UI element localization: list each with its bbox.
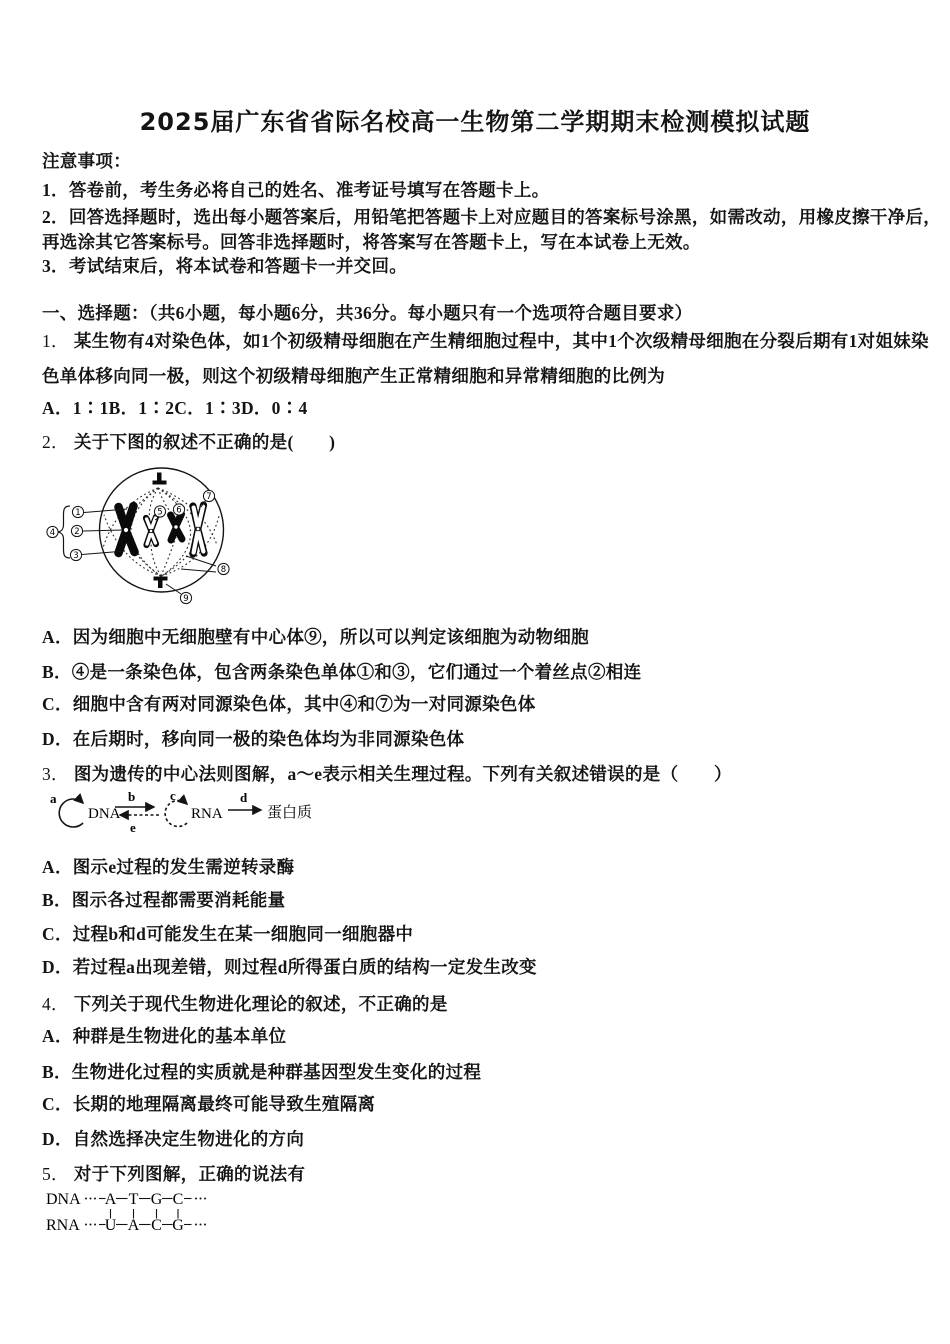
question-4-option-d: D．自然选择决定生物进化的方向 [42,1129,305,1149]
question-2-number: 2． [42,432,69,452]
svg-text:3: 3 [73,551,79,561]
question-1-text: 某生物有4对染色体，如1个初级精母细胞在产生精细胞过程中，其中1个次级精母细胞在分裂后期有1对姐妹染 [73,331,929,351]
circled-number-7 [203,490,214,502]
question-4-option-b: B．生物进化过程的实质就是种群基因型发生变化的过程 [42,1062,482,1082]
question-3-stem [42,761,732,786]
rna-strand-label: RNA [46,1217,80,1234]
question-2-option-a: A．因为细胞中无细胞壁有中心体⑨，所以可以判定该细胞为动物细胞 [42,627,589,647]
question-1-number: 1． [42,331,69,351]
question-5-text: 对于下列图解，正确的说法有 [73,1164,306,1184]
notice-item-3: 3．考试结束后，将本试卷和答题卡一并交回。 [42,256,408,276]
centriole-bottom [154,577,168,589]
svg-text:7: 7 [206,492,212,502]
question-3-text: 图为遗传的中心法则图解，a～e表示相关生理过程。下列有关叙述错误的是（ ） [73,764,732,784]
question-2-option-d: D．在后期时，移向同一极的染色体均为非同源染色体 [42,729,465,749]
notice-item-1: 1．答卷前，考生务必将自己的姓名、准考证号填写在答题卡上。 [42,180,550,200]
base-pair-bonds [111,1209,179,1219]
chromosome-black-large [119,506,135,553]
section-header: 一、选择题：（共6小题，每小题6分，共36分。每小题只有一个选项符合题目要求） [42,303,693,323]
rna-base-2: A [127,1217,140,1234]
question-3-number: 3． [42,764,69,784]
question-2-option-b: B．④是一条染色体，包含两条染色单体①和③，它们通过一个着丝点②相连 [42,662,642,682]
question-2-stem [42,429,335,454]
question-4-number: 4． [42,994,69,1014]
circled-number-2 [71,525,82,537]
rna-base-4: G [172,1217,184,1234]
svg-text:1: 1 [75,508,81,518]
dna-base-1: A [104,1191,117,1208]
question-3-option-b: B．图示各过程都需要消耗能量 [42,890,286,910]
rna-label: RNA [191,806,223,822]
label-e: e [130,820,136,835]
notice-item-2-line-2: 再选涂其它答案标号。回答非选择题时，将答案写在答题卡上，写在本试卷上无效。 [42,232,701,252]
circled-number-3 [70,549,81,561]
dna-base-3: G [150,1191,163,1208]
dna-base-4: C [172,1191,184,1208]
chromosome-outline-large [193,505,204,554]
rna-base-1: U [104,1217,117,1234]
question-2-text: 关于下图的叙述不正确的是( ) [73,432,336,452]
replication-loop [59,799,83,827]
central-dogma-diagram [40,786,340,842]
rna-base-3: C [151,1217,162,1234]
dna-base-2: T [128,1191,139,1208]
svg-text:2: 2 [74,527,80,537]
notice-header: 注意事项： [42,151,131,171]
page-title: 2025届广东省省际名校高一生物第二学期期末检测模拟试题 [139,108,811,136]
question-5-number: 5． [42,1164,69,1184]
question-3-option-d: D．若过程a出现差错，则过程d所得蛋白质的结构一定发生改变 [42,957,537,977]
chromosome-outline-small [146,517,156,545]
ellipsis-dots [85,1198,206,1226]
circled-number-6 [173,504,184,516]
dna-rna-pairing-diagram [40,1190,265,1240]
question-2-option-c: C．细胞中含有两对同源染色体，其中④和⑦为一对同源染色体 [42,694,536,714]
question-4-stem [42,991,448,1016]
label-a: a [50,791,57,806]
question-3-option-c: C．过程b和d可能发生在某一细胞同一细胞器中 [42,924,414,944]
dna-label: DNA [88,806,121,822]
circled-number-8 [218,563,229,575]
question-4-text: 下列关于现代生物进化理论的叙述，不正确的是 [73,994,448,1014]
label-c: c [170,788,176,803]
question-5-stem [42,1161,305,1186]
circled-number-5 [154,506,165,518]
label-d: d [240,790,248,805]
protein-label: 蛋白质 [267,805,313,821]
brace-label-4 [59,506,71,558]
dna-strand-label: DNA [46,1191,81,1208]
question-1-options: A．1∶1B．1∶2C．1∶3D．0∶4 [42,398,308,418]
svg-text:6: 6 [176,505,182,516]
svg-text:8: 8 [220,565,227,575]
question-4-option-a: A．种群是生物进化的基本单位 [42,1026,287,1046]
svg-text:9: 9 [183,594,189,604]
label-b: b [128,789,136,804]
question-3-option-a: A．图示e过程的发生需逆转录酶 [42,857,295,877]
question-1-stem-line-1 [42,328,929,353]
centriole-top [153,473,167,485]
cell-division-diagram [36,458,246,614]
notice-item-2-line-1: 2．回答选择题时，选出每小题答案后，用铅笔把答题卡上对应题目的答案标号涂黑，如需改动，用橡皮擦干净后， [42,207,942,227]
circled-number-1 [72,506,83,518]
svg-text:4: 4 [49,528,56,538]
circled-number-9 [180,592,191,604]
rna-replication-loop [165,801,187,827]
question-1-stem-line-2: 色单体移向同一极，则这个初级精母细胞产生正常精细胞和异常精细胞的比例为 [42,366,665,386]
circled-number-4 [47,526,58,538]
svg-text:5: 5 [157,507,163,518]
question-4-option-c: C．长期的地理隔离最终可能导致生殖隔离 [42,1094,376,1114]
chromosome-black-small [171,514,183,540]
